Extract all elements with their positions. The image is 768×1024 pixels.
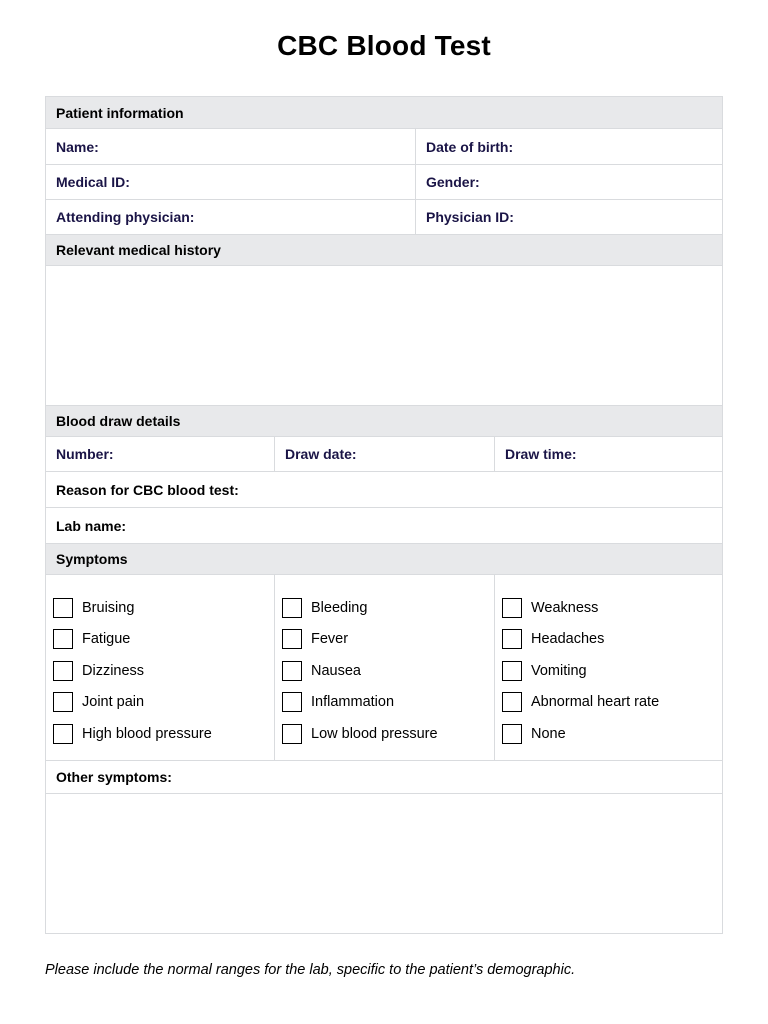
symptom-option[interactable] xyxy=(53,624,274,656)
symptom-option[interactable] xyxy=(282,592,494,624)
draw-date-field[interactable] xyxy=(274,437,494,471)
name-label: Name: xyxy=(56,138,99,155)
symptom-checkbox[interactable] xyxy=(502,598,522,618)
number-field[interactable] xyxy=(46,437,274,471)
symptom-label: Fever xyxy=(311,631,349,648)
symptom-label: Bruising xyxy=(82,599,135,616)
form-row xyxy=(46,760,722,793)
symptom-label: Joint pain xyxy=(82,694,145,711)
physician-id-label: Physician ID: xyxy=(426,209,514,225)
form-row xyxy=(46,471,722,507)
section-title: Symptoms xyxy=(56,551,128,567)
form-row xyxy=(46,507,722,543)
section-header-medical-history xyxy=(46,234,722,265)
symptom-label: Abnormal heart rate xyxy=(531,694,660,711)
gender-label: Gender: xyxy=(426,174,480,190)
symptom-checkbox[interactable] xyxy=(53,692,73,712)
symptom-label: Dizziness xyxy=(82,662,145,679)
symptom-checkbox[interactable] xyxy=(502,629,522,649)
symptom-label: Vomiting xyxy=(531,662,587,679)
symptoms-column xyxy=(46,575,274,760)
symptom-label: Bleeding xyxy=(311,599,368,616)
cbc-form xyxy=(45,96,723,934)
attending-physician-label: Attending physician: xyxy=(56,209,195,225)
symptom-label: Headaches xyxy=(531,631,605,648)
symptom-checkbox[interactable] xyxy=(282,629,302,649)
symptom-checkbox[interactable] xyxy=(53,724,73,744)
symptom-option[interactable] xyxy=(53,687,274,719)
symptom-label: Nausea xyxy=(311,662,361,679)
symptom-option[interactable] xyxy=(282,687,494,719)
symptom-option[interactable] xyxy=(282,718,494,750)
symptom-option[interactable] xyxy=(282,655,494,687)
symptom-option[interactable] xyxy=(502,624,722,656)
footer-note: Please include the normal ranges for the lab, specific to the patient’s demographic. xyxy=(45,962,576,978)
symptom-label: Weakness xyxy=(531,599,599,616)
symptoms-column xyxy=(494,575,722,760)
dob-label: Date of birth: xyxy=(426,138,514,155)
symptom-label: Inflammation xyxy=(311,694,395,711)
symptom-checkbox[interactable] xyxy=(282,598,302,618)
form-row xyxy=(46,164,722,199)
draw-time-field[interactable] xyxy=(494,437,722,471)
symptoms-grid xyxy=(46,574,722,760)
symptom-option[interactable] xyxy=(282,624,494,656)
symptom-label: None xyxy=(531,725,566,742)
other-symptoms-field[interactable] xyxy=(46,761,722,793)
name-field[interactable] xyxy=(46,129,415,164)
symptom-checkbox[interactable] xyxy=(282,724,302,744)
attending-physician-field[interactable] xyxy=(46,200,415,234)
lab-name-field[interactable] xyxy=(46,508,722,543)
gender-field[interactable] xyxy=(415,165,722,199)
number-label: Number: xyxy=(56,446,114,462)
medical-history-field[interactable] xyxy=(46,265,722,405)
form-row xyxy=(46,199,722,234)
symptom-option[interactable] xyxy=(502,592,722,624)
symptom-checkbox[interactable] xyxy=(53,598,73,618)
symptom-option[interactable] xyxy=(502,655,722,687)
symptom-label: High blood pressure xyxy=(82,725,212,742)
symptom-checkbox[interactable] xyxy=(53,629,73,649)
symptom-option[interactable] xyxy=(53,718,274,750)
section-title: Patient information xyxy=(56,104,184,121)
symptom-option[interactable] xyxy=(502,687,722,719)
dob-field[interactable] xyxy=(415,129,722,164)
symptom-checkbox[interactable] xyxy=(282,692,302,712)
reason-field[interactable] xyxy=(46,472,722,507)
symptom-checkbox[interactable] xyxy=(502,661,522,681)
symptom-checkbox[interactable] xyxy=(502,692,522,712)
form-row xyxy=(46,128,722,164)
section-header-blood-draw xyxy=(46,405,722,436)
draw-time-label: Draw time: xyxy=(505,446,577,462)
section-header-symptoms xyxy=(46,543,722,574)
other-symptoms-area[interactable] xyxy=(46,793,722,933)
symptom-label: Fatigue xyxy=(82,631,131,648)
other-symptoms-label: Other symptoms: xyxy=(56,769,172,785)
page-title: CBC Blood Test xyxy=(277,30,491,61)
section-title: Relevant medical history xyxy=(56,242,221,258)
section-header-patient-information xyxy=(46,97,722,128)
symptom-option[interactable] xyxy=(53,592,274,624)
symptom-checkbox[interactable] xyxy=(53,661,73,681)
form-row xyxy=(46,436,722,471)
medical-id-field[interactable] xyxy=(46,165,415,199)
symptom-label: Low blood pressure xyxy=(311,725,438,742)
medical-id-label: Medical ID: xyxy=(56,174,130,190)
symptom-option[interactable] xyxy=(53,655,274,687)
symptoms-column xyxy=(274,575,494,760)
symptom-option[interactable] xyxy=(502,718,722,750)
draw-date-label: Draw date: xyxy=(285,446,357,462)
symptom-checkbox[interactable] xyxy=(502,724,522,744)
section-title: Blood draw details xyxy=(56,413,181,429)
physician-id-field[interactable] xyxy=(415,200,722,234)
lab-name-label: Lab name: xyxy=(56,517,127,534)
reason-label: Reason for CBC blood test: xyxy=(56,481,239,498)
symptom-checkbox[interactable] xyxy=(282,661,302,681)
